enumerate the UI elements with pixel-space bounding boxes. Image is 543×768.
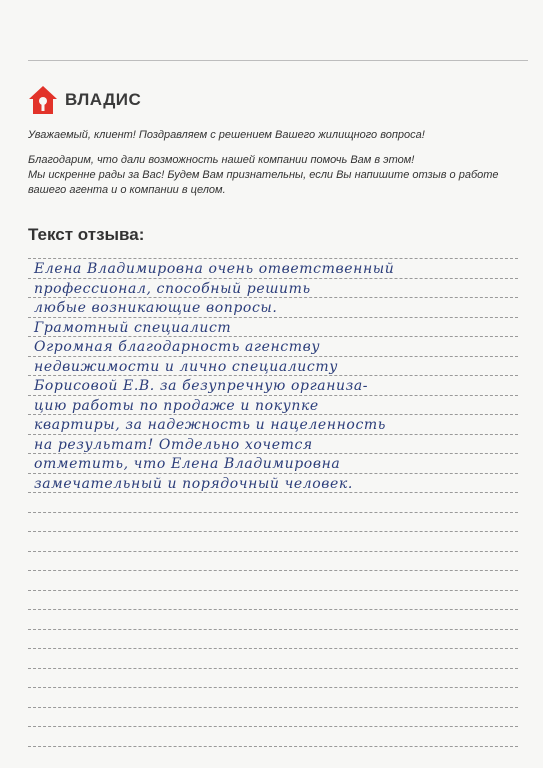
ruled-line <box>28 512 518 513</box>
ruled-line <box>28 551 518 552</box>
ruled-line <box>28 258 518 259</box>
house-key-icon <box>27 84 59 116</box>
ruled-line <box>28 629 518 630</box>
ruled-line <box>28 434 518 435</box>
ruled-line <box>28 375 518 376</box>
ruled-line <box>28 395 518 396</box>
ruled-line <box>28 278 518 279</box>
ruled-line <box>28 336 518 337</box>
ruled-line <box>28 453 518 454</box>
top-divider <box>28 60 528 61</box>
handwritten-line: отметить, что Елена Владимировна <box>34 456 341 472</box>
request-line-cont: вашего агента и о компании в целом. <box>28 184 226 196</box>
handwritten-line: профессионал, способный решить <box>34 280 311 297</box>
brand-logo <box>27 84 141 116</box>
ruled-line <box>28 531 518 532</box>
ruled-line <box>28 414 518 415</box>
handwritten-line: замечательный и порядочный человек. <box>34 475 353 492</box>
thanks-line: Благодарим, что дали возможность нашей компании помочь Вам в этом! <box>28 154 415 166</box>
ruled-line <box>28 317 518 318</box>
ruled-line <box>28 746 518 747</box>
handwritten-line: Грамотный специалист <box>34 319 232 336</box>
ruled-line <box>28 590 518 591</box>
ruled-line <box>28 707 518 708</box>
ruled-line <box>28 648 518 649</box>
greeting-line: Уважаемый, клиент! Поздравляем с решением Вашего жилищного вопроса! <box>28 129 425 141</box>
review-heading: Текст отзыва: <box>28 225 145 244</box>
handwritten-line: квартиры, за надежность и нацеленность <box>34 417 386 433</box>
handwritten-line: на результат! Отдельно хочется <box>34 436 313 453</box>
handwritten-line: Елена Владимировна очень ответственный <box>34 261 395 277</box>
ruled-line <box>28 492 518 493</box>
ruled-line <box>28 687 518 688</box>
ruled-line <box>28 297 518 298</box>
ruled-line <box>28 473 518 474</box>
handwritten-line: цию работы по продаже и покупке <box>34 397 319 414</box>
handwritten-line: любые возникающие вопросы. <box>34 300 278 316</box>
request-line: Мы искренне рады за Вас! Будем Вам признательны, если Вы напишите отзыв о работе <box>28 169 499 181</box>
ruled-line <box>28 726 518 727</box>
ruled-line <box>28 668 518 669</box>
handwritten-line: Борисовой Е.В. за безупречную организа- <box>34 378 369 394</box>
intro-text <box>28 128 508 198</box>
handwritten-line: недвижимости и лично специалисту <box>34 358 338 375</box>
brand-name: ВЛАДИС <box>65 90 142 109</box>
ruled-line <box>28 609 518 610</box>
ruled-line <box>28 356 518 357</box>
ruled-line <box>28 570 518 571</box>
handwritten-line: Огромная благодарность агенству <box>34 339 321 355</box>
